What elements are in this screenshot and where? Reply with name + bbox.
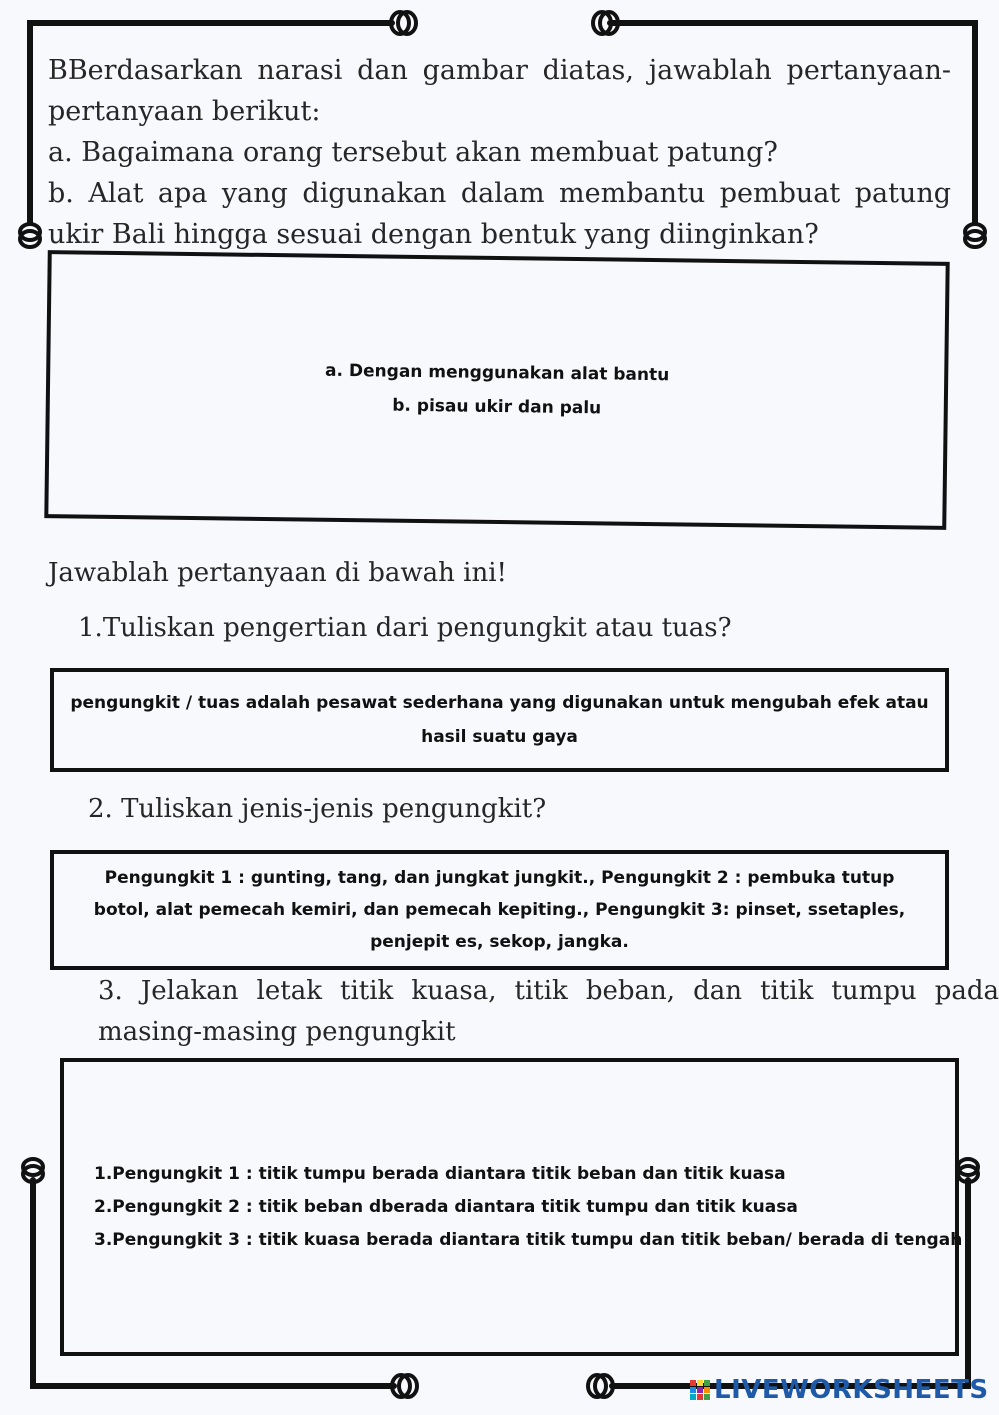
question-1-text: Tuliskan pengertian dari pengungkit atau tuas? [102,613,732,643]
answer-1-text: pengungkit / tuas adalah pesawat sederhana yang digunakan untuk mengubah efek atau hasil suatu gaya [70,693,929,747]
answer-box-1[interactable] [50,668,949,772]
answer-3-item-1: 1.Pengungkit 1 : titik tumpu berada diantara titik beban dan titik kuasa [94,1163,786,1184]
question-1 [78,613,732,643]
answer-box-2[interactable] [50,850,949,970]
section-heading: Jawablah pertanyaan di bawah ini! [48,558,507,588]
answer-box-3[interactable] [60,1058,963,1356]
question-a: a. Bagaimana orang tersebut akan membuat patung? [48,137,778,168]
liveworksheets-logo[interactable] [690,1374,989,1406]
answer-b: b. pisau ukir dan palu [392,395,602,419]
question-3-line-2: masing-masing pengungkit [98,1017,456,1047]
question-b: b. Alat apa yang digunakan dalam membantu pembuat patung ukir Bali hingga sesuai dengan bentuk yang diinginkan? [48,178,951,250]
liveworksheets-logo-icon [690,1380,710,1400]
question-1-number: 1. [78,613,103,643]
answer-box-intro[interactable] [44,250,949,530]
answer-a: a. Dengan menggunakan alat bantu [324,360,670,386]
answer-3-item-3: 3.Pengungkit 3 : titik kuasa berada diantara titik tumpu dan titik beban/ berada di tengah [94,1229,963,1250]
question-2: 2. Tuliskan jenis-jenis pengungkit? [88,794,547,824]
answer-3-item-2: 2.Pengungkit 2 : titik beban dberada diantara titik tumpu dan titik kuasa [94,1196,798,1217]
intro-questions [48,50,951,255]
liveworksheets-logo-text: LIVEWORKSHEETS [714,1375,989,1405]
question-3-line-1: 3. Jelakan letak titik kuasa, titik beban, dan titik tumpu pada [98,976,999,1006]
intro-instruction: BBerdasarkan narasi dan gambar diatas, jawablah pertanyaan-pertanyaan berikut: [48,55,951,127]
answer-2-text: Pengungkit 1 : gunting, tang, dan jungkat jungkit., Pengungkit 2 : pembuka tutup botol, alat pemecah kemiri, dan pemecah kepiting., Pengungkit 3: pinset, ssetaples, penjepit es, sekop, jangka. [93,868,906,952]
